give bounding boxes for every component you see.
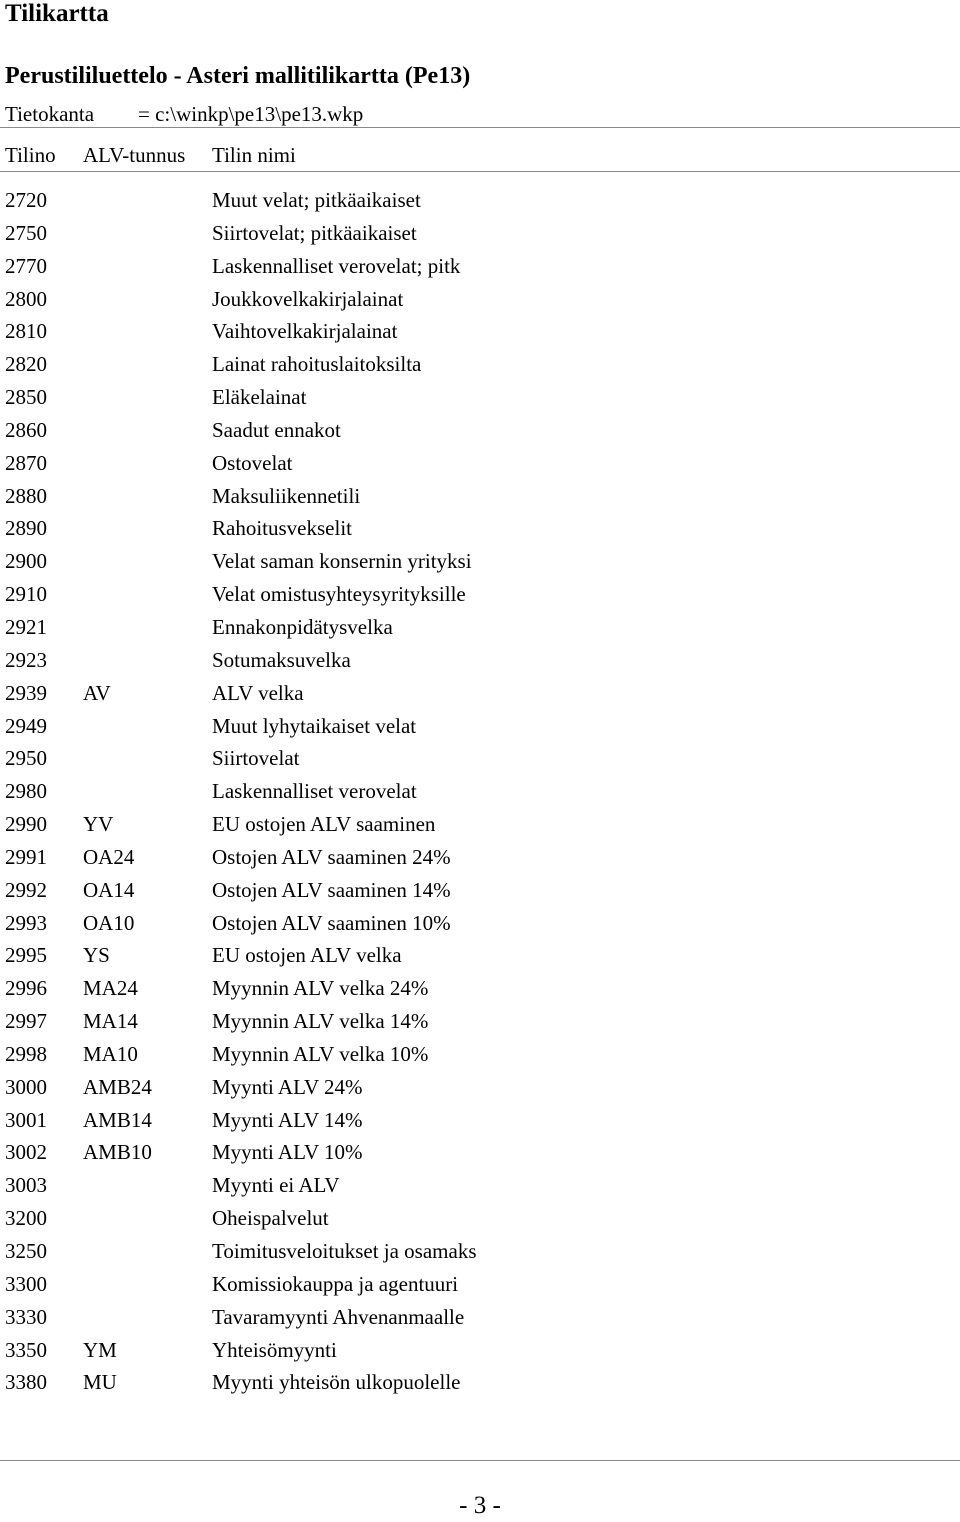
- account-name: Ostojen ALV saaminen 24%: [212, 844, 451, 869]
- account-name: Ostojen ALV saaminen 14%: [212, 877, 451, 902]
- account-number: 2810: [5, 319, 47, 344]
- table-row: [0, 874, 960, 907]
- table-row: [0, 1268, 960, 1301]
- vat-code: AMB14: [83, 1107, 152, 1132]
- table-row: [0, 283, 960, 316]
- account-name: Saadut ennakot: [212, 417, 341, 442]
- table-row: [0, 1005, 960, 1038]
- account-list: [0, 184, 960, 1399]
- vat-code: OA24: [83, 844, 135, 869]
- account-number: 2996: [5, 976, 47, 1001]
- account-name: Ostovelat: [212, 450, 293, 475]
- table-row: [0, 1071, 960, 1104]
- account-number: 2921: [5, 614, 47, 639]
- database-label: Tietokanta: [5, 102, 95, 126]
- vat-code: AMB10: [83, 1140, 152, 1165]
- table-row: [0, 1169, 960, 1202]
- account-number: 2998: [5, 1041, 47, 1066]
- table-row: [0, 808, 960, 841]
- table-row: [0, 414, 960, 447]
- table-row: [0, 447, 960, 480]
- table-row: [0, 1104, 960, 1137]
- table-row: [0, 578, 960, 611]
- footer-divider: [0, 1460, 960, 1461]
- account-name: Velat omistusyhteysyrityksille: [212, 582, 466, 607]
- table-row: [0, 677, 960, 710]
- account-number: 2850: [5, 385, 47, 410]
- vat-code: OA14: [83, 877, 135, 902]
- account-number: 2860: [5, 417, 47, 442]
- page-title: Tilikartta: [5, 0, 109, 27]
- table-row: [0, 1235, 960, 1268]
- account-number: 2990: [5, 812, 47, 837]
- account-name: Ennakonpidätysvelka: [212, 614, 393, 639]
- account-number: 3380: [5, 1370, 47, 1395]
- account-name: Lainat rahoituslaitoksilta: [212, 352, 422, 377]
- account-number: 2880: [5, 483, 47, 508]
- table-row: [0, 742, 960, 775]
- account-name: EU ostojen ALV velka: [212, 943, 402, 968]
- database-path: = c:\winkp\pe13\pe13.wkp: [138, 102, 364, 126]
- vat-code: YS: [83, 943, 110, 968]
- table-row: [0, 775, 960, 808]
- account-name: Myynti ALV 24%: [212, 1074, 363, 1099]
- account-number: 2800: [5, 286, 47, 311]
- table-row: [0, 1038, 960, 1071]
- account-number: 3000: [5, 1074, 47, 1099]
- account-name: Toimitusveloitukset ja osamaks: [212, 1239, 477, 1263]
- column-header-account-no: Tilino: [5, 143, 56, 167]
- account-number: 2995: [5, 943, 47, 968]
- account-number: 3003: [5, 1173, 47, 1198]
- table-row: [0, 545, 960, 578]
- vat-code: OA10: [83, 910, 135, 935]
- account-number: 2890: [5, 516, 47, 541]
- table-row: [0, 315, 960, 348]
- account-name: Siirtovelat; pitkäaikaiset: [212, 220, 417, 245]
- account-name: Sotumaksuvelka: [212, 647, 351, 672]
- account-name: Oheispalvelut: [212, 1206, 329, 1231]
- header-divider-top: [0, 127, 960, 128]
- account-name: Velat saman konsernin yrityksi: [212, 549, 472, 574]
- table-row: [0, 381, 960, 414]
- table-row: [0, 644, 960, 677]
- vat-code: AMB24: [83, 1074, 152, 1099]
- account-number: 2923: [5, 647, 47, 672]
- table-row: [0, 512, 960, 545]
- account-number: 2870: [5, 450, 47, 475]
- table-row: [0, 348, 960, 381]
- header-divider-bottom: [0, 171, 960, 172]
- page-number: - 3 -: [459, 1492, 501, 1519]
- vat-code: MU: [83, 1370, 117, 1395]
- account-number: 2949: [5, 713, 47, 738]
- account-name: Laskennalliset verovelat: [212, 779, 417, 804]
- account-name: Rahoitusvekselit: [212, 516, 352, 541]
- account-name: Siirtovelat: [212, 746, 300, 771]
- account-name: Myynnin ALV velka 24%: [212, 976, 429, 1001]
- account-number: 2950: [5, 746, 47, 771]
- account-name: Muut lyhytaikaiset velat: [212, 713, 417, 738]
- table-row: [0, 1334, 960, 1367]
- vat-code: YV: [83, 812, 114, 837]
- account-name: Komissiokauppa ja agentuuri: [212, 1271, 459, 1296]
- table-row: [0, 841, 960, 874]
- account-name: Joukkovelkakirjalainat: [212, 286, 404, 311]
- table-row: [0, 939, 960, 972]
- account-name: Myynti ALV 14%: [212, 1107, 363, 1132]
- table-row: [0, 1136, 960, 1169]
- account-number: 3002: [5, 1140, 47, 1165]
- account-name: Myynti yhteisön ulkopuolelle: [212, 1370, 461, 1395]
- table-row: [0, 217, 960, 250]
- table-row: [0, 1202, 960, 1235]
- account-number: 2991: [5, 844, 47, 869]
- account-number: 3001: [5, 1107, 47, 1132]
- account-number: 2720: [5, 188, 47, 212]
- table-row: [0, 907, 960, 940]
- account-name: Yhteisömyynti: [212, 1337, 337, 1362]
- table-row: [0, 184, 960, 217]
- table-row: [0, 250, 960, 283]
- account-name: Myynnin ALV velka 10%: [212, 1041, 429, 1066]
- account-name: Myynti ei ALV: [212, 1173, 340, 1198]
- account-name: Vaihtovelkakirjalainat: [212, 319, 398, 344]
- account-name: Laskennalliset verovelat; pitk: [212, 253, 461, 278]
- document-subtitle: Perustililuettelo - Asteri mallitilikartta (Pe13): [5, 63, 471, 89]
- account-number: 2993: [5, 910, 47, 935]
- vat-code: AV: [83, 680, 111, 705]
- table-row: [0, 1301, 960, 1334]
- table-row: [0, 710, 960, 743]
- column-header-vat-code: ALV-tunnus: [83, 143, 186, 167]
- vat-code: YM: [83, 1337, 117, 1362]
- table-row: [0, 972, 960, 1005]
- account-number: 2910: [5, 582, 47, 607]
- account-number: 3250: [5, 1239, 47, 1263]
- vat-code: MA24: [83, 976, 138, 1001]
- account-number: 3330: [5, 1304, 47, 1329]
- account-name: Maksuliikennetili: [212, 483, 361, 508]
- account-number: 2770: [5, 253, 47, 278]
- account-number: 2939: [5, 680, 47, 705]
- table-row: [0, 480, 960, 513]
- account-number: 2997: [5, 1009, 47, 1034]
- account-name: Tavaramyynti Ahvenanmaalle: [212, 1304, 465, 1329]
- account-name: Ostojen ALV saaminen 10%: [212, 910, 451, 935]
- account-number: 3300: [5, 1271, 47, 1296]
- account-name: ALV velka: [212, 680, 304, 705]
- column-header-account-name: Tilin nimi: [212, 143, 296, 167]
- account-number: 2820: [5, 352, 47, 377]
- vat-code: MA10: [83, 1041, 138, 1066]
- table-row: [0, 611, 960, 644]
- table-row: [0, 1366, 960, 1399]
- account-number: 2980: [5, 779, 47, 804]
- account-name: Muut velat; pitkäaikaiset: [212, 188, 421, 212]
- account-number: 3350: [5, 1337, 47, 1362]
- account-number: 2992: [5, 877, 47, 902]
- vat-code: MA14: [83, 1009, 138, 1034]
- account-name: Myynnin ALV velka 14%: [212, 1009, 429, 1034]
- account-number: 2900: [5, 549, 47, 574]
- account-number: 2750: [5, 220, 47, 245]
- account-name: Myynti ALV 10%: [212, 1140, 363, 1165]
- account-name: Eläkelainat: [212, 385, 307, 410]
- account-number: 3200: [5, 1206, 47, 1231]
- account-name: EU ostojen ALV saaminen: [212, 812, 436, 837]
